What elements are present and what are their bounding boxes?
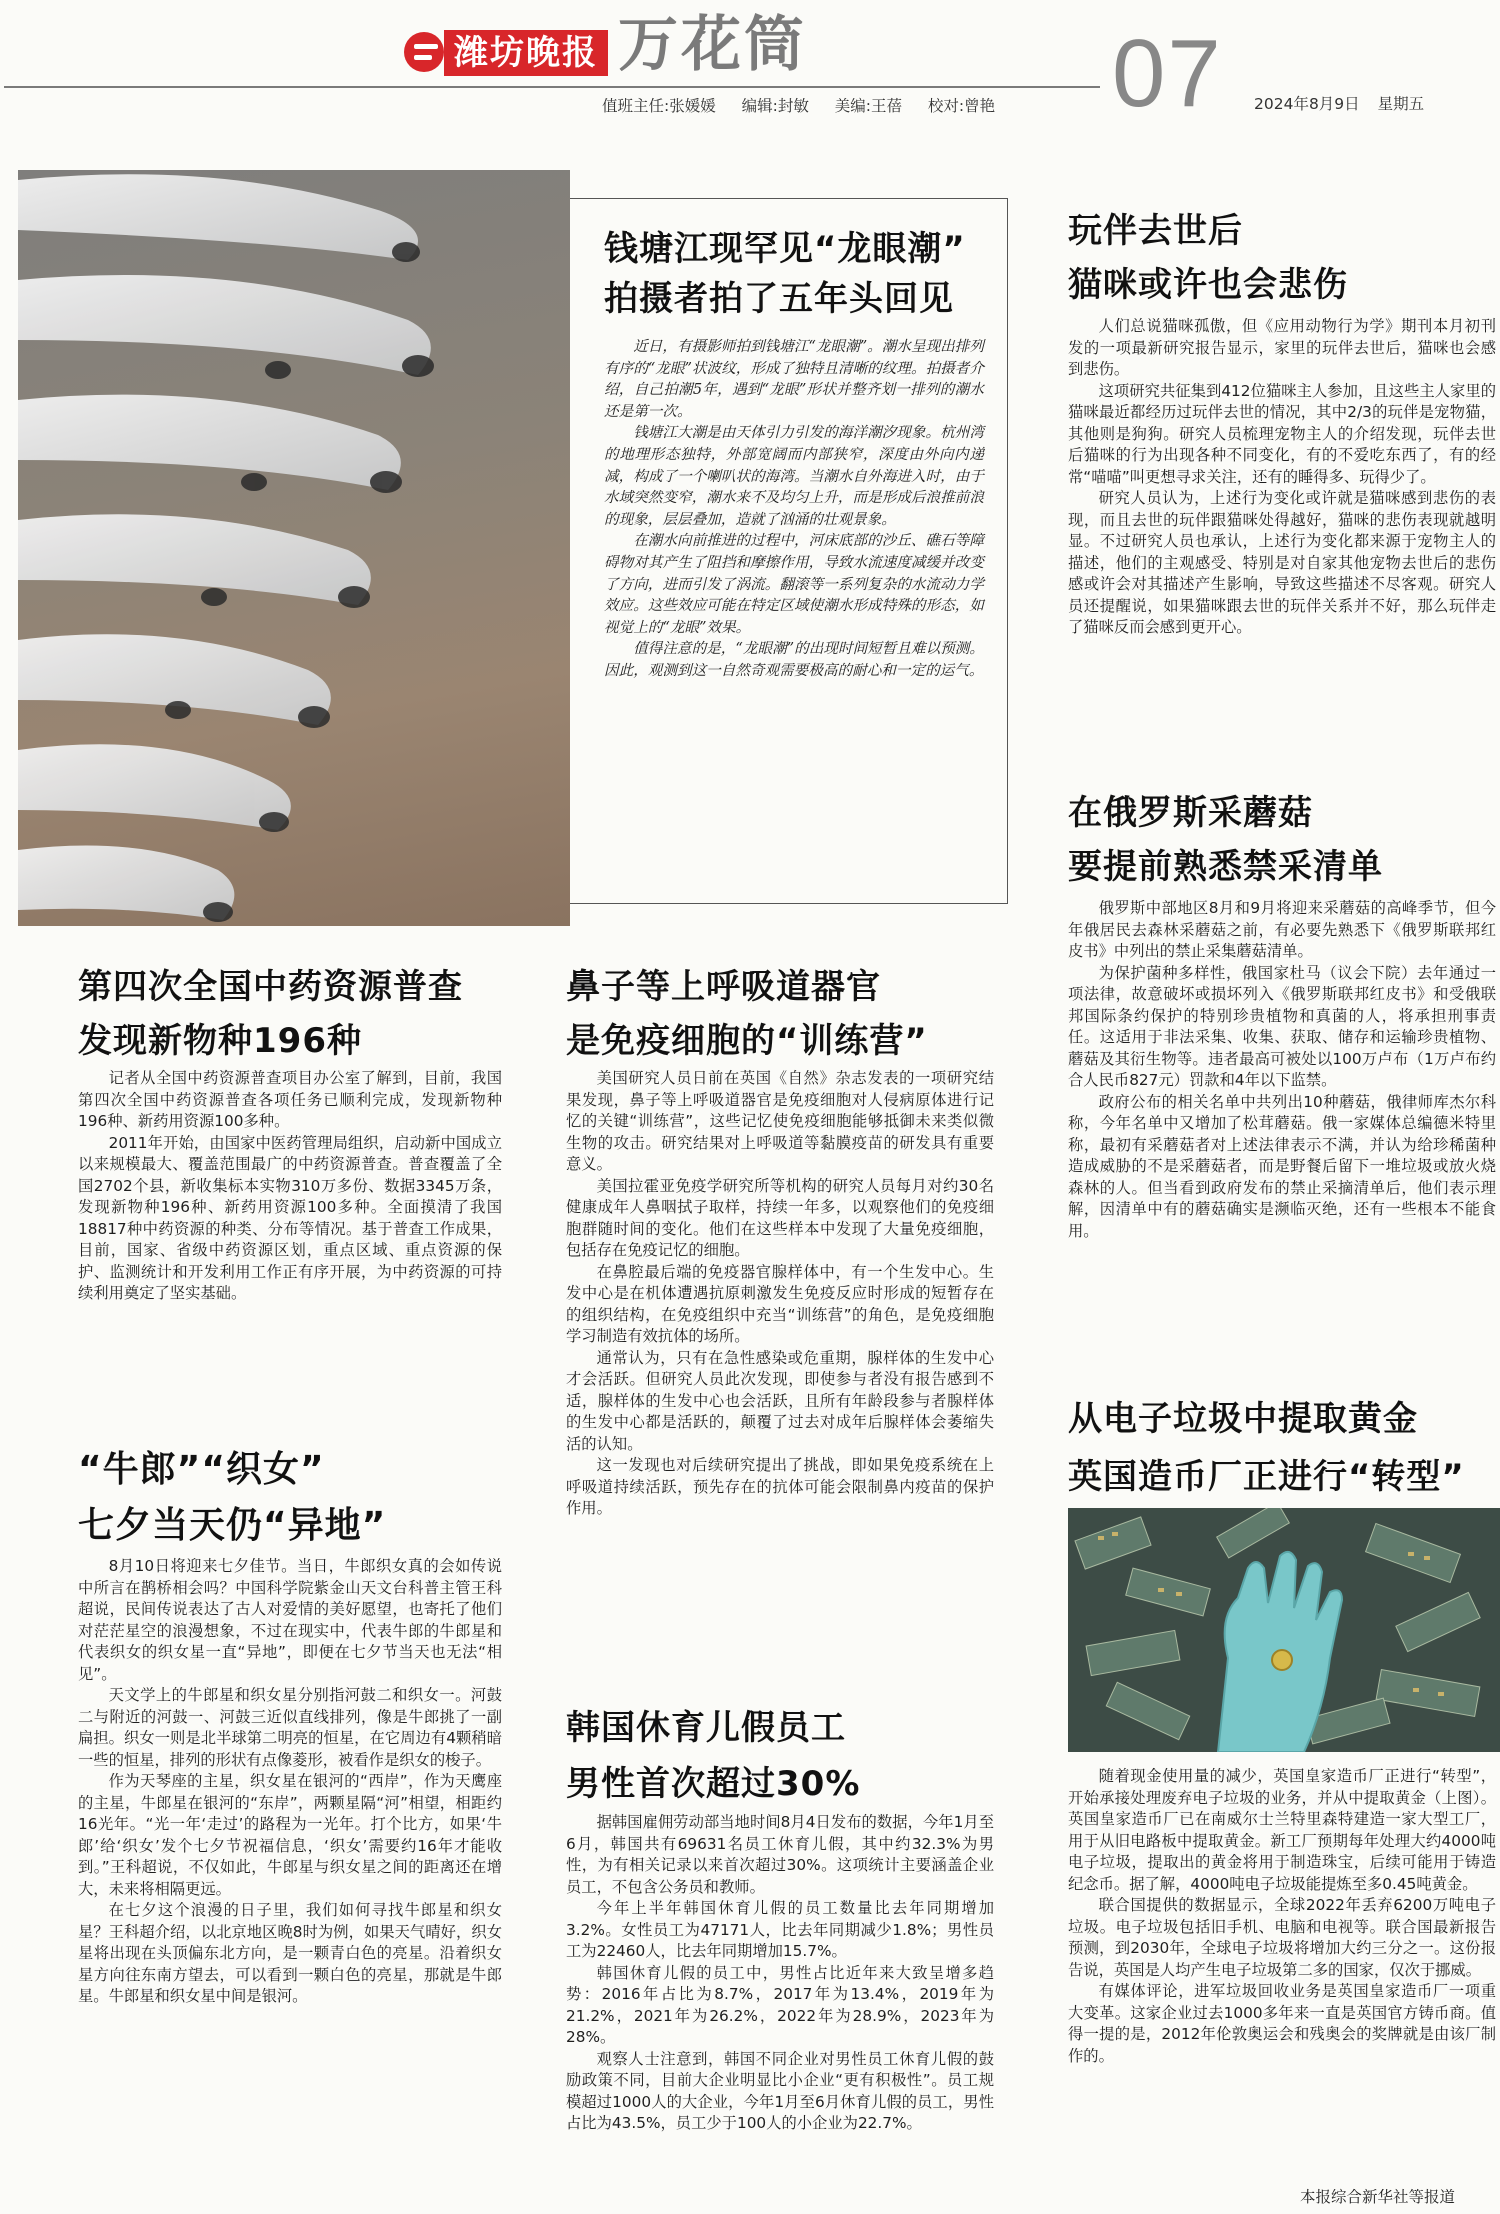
paragraph: 值得注意的是，“龙眼潮”的出现时间短暂且难以预测。因此，观测到这一自然奇观需要极高的耐心和一定的运气。: [604, 640, 984, 679]
logo-icon-mark-2: [414, 55, 432, 60]
paragraph: 通常认为，只有在急性感染或危重期，腺样体的生发中心才会活跃。但研究人员此次发现，即使参与者没有报告感到不适，腺样体的生发中心也会活跃，且所有年龄段参与者腺样体的生发中心都是活跃的，颠覆了过去对成年后腺样体会萎缩失活的认知。: [566, 1348, 994, 1453]
title-line: 英国造币厂正进行“转型”: [1068, 1457, 1465, 1497]
qixi-title: [78, 1442, 386, 1554]
paragraph: 政府公布的相关名单中共列出10种蘑菇，俄律师库杰尔科称，今年名单中又增加了松茸蘑菇。俄一家媒体总编德米特里称，最初有采蘑菇者对上述法律表示不满，并认为给珍稀菌种造成威胁的不是采蘑菇者，而是野餐后留下一堆垃圾或放火烧森林的人。但当看到政府发布的禁止采摘清单后，他们表示理解，因清单中有的蘑菇确实是濒临灭绝，还有一些根本不能食用。: [1068, 1092, 1496, 1240]
paragraph: 人们总说猫咪孤傲，但《应用动物行为学》期刊本月初刊发的一项最新研究报告显示，家里的玩伴去世后，猫咪也会感到悲伤。: [1068, 317, 1496, 378]
paragraph: 钱塘江大潮是由天体引力引发的海洋潮汐现象。杭州湾的地理形态独特，外部宽阔而内部狭窄，深度由外向内递减，构成了一个喇叭状的海湾。当潮水自外海进入时，由于水域突然变窄，潮水来不及均匀上升，而是形成后浪推前浪的现象，层层叠加，造就了汹涌的壮观景象。: [604, 424, 984, 528]
paragraph: 研究人员认为，上述行为变化或许就是猫咪感到悲伤的表现，而且去世的玩伴跟猫咪处得越好，猫咪的悲伤表现就越明显。不过研究人员也承认，上述行为变化都来源于宠物主人的描述，他们的主观感受、特别是对自家其他宠物去世后的悲伤感或许会对其描述产生影响，导致这些描述不尽客观。研究人员还提醒说，如果猫咪跟去世的玩伴关系并不好，那么玩伴走了猫咪反而会感到更开心。: [1068, 489, 1496, 636]
paragraph: 在七夕这个浪漫的日子里，我们如何寻找牛郎星和织女星？王科超介绍，以北京地区晚8时为例，如果天气晴好，织女星将出现在头顶偏东北方向，是一颗青白色的亮星。沿着织女星方向往东南方望去，可以看到一颗白色的亮星，那就是牛郎星。牛郎星和织女星中间是银河。: [78, 1901, 502, 2005]
paragraph: 在鼻腔最后端的免疫器官腺样体中，有一个生发中心。生发中心是在机体遭遇抗原刺激发生免疫反应时形成的短暂存在的组织结构，在免疫组织中充当“训练营”的角色，是免疫细胞学习制造有效抗体的场所。: [566, 1262, 994, 1345]
cat-title: [1068, 204, 1348, 312]
paragraph: 观察人士注意到，韩国不同企业对男性员工休育儿假的鼓励政策不同，目前大企业明显比小企业“更有积极性”。员工规模超过1000人的大企业，今年1月至6月休育儿假的员工，男性占比为43.5%，员工少于100人的小企业为22.7%。: [566, 2049, 994, 2132]
title-line: “牛郎”“织女”: [78, 1449, 325, 1490]
editor-name: 张媛媛: [669, 97, 716, 115]
herbs-title: [78, 960, 463, 1068]
gold-nugget-icon: [1272, 1650, 1292, 1670]
gold-body: [1068, 1766, 1496, 2067]
mushroom-body: [1068, 898, 1496, 1242]
masthead: [0, 0, 1500, 126]
editors-line: [602, 95, 995, 117]
paragraph: 随着现金使用量的减少，英国皇家造币厂正进行“转型”，开始承接处理废弃电子垃圾的业务，并从中提取黄金（上图）。英国皇家造币厂已在南威尔士兰特里森特建造一家大型工厂，用于从旧电路板中提取黄金。新工厂预期每年处理大约4000吨电子垃圾，提取出的黄金将用于制造珠宝，后续可能用于铸造纪念币。据了解，4000吨电子垃圾能提炼至多0.45吨黄金。: [1068, 1767, 1496, 1893]
paragraph: 美国拉霍亚免疫学研究所等机构的研究人员每月对约30名健康成年人鼻咽拭子取样，持续一年多，以观察他们的免疫细胞群随时间的变化。他们在这些样本中发现了大量免疫细胞，包括存在免疫记忆的细胞。: [566, 1176, 994, 1259]
editor-name: 封敏: [777, 97, 809, 115]
editor-role: 值班主任:: [602, 97, 670, 115]
qixi-body: [78, 1556, 502, 2008]
title-line: 是免疫细胞的“训练营”: [566, 1021, 928, 1061]
editor-role: 编辑:: [741, 97, 778, 115]
title-line: 七夕当天仍“异地”: [78, 1505, 387, 1546]
tide-waves-illustration: [18, 170, 570, 926]
paragraph: 为保护菌种多样性，俄国家杜马（议会下院）去年通过一项法律，故意破坏或损坏列入《俄罗斯联邦红皮书》和受俄联邦国际条约保护的特别珍贵植物和真菌的人，将承担刑事责任。这适用于非法采集、收集、获取、储存和运输珍贵植物、蘑菇及其衍生物等。违者最高可被处以100万卢布（1万卢布约合人民币827元）罚款和4年以下监禁。: [1068, 963, 1496, 1089]
editor-name: 王蓓: [870, 97, 902, 115]
paragraph: 有媒体评论，进军垃圾回收业务是英国皇家造币厂一项重大变革。这家企业过去1000多年来一直是英国官方铸币商。值得一提的是，2012年伦敦奥运会和残奥会的奖牌就是由该厂制作的。: [1068, 1982, 1496, 2065]
circuit-boards-illustration: [1068, 1508, 1500, 1752]
title-line: 发现新物种196种: [78, 1021, 362, 1061]
gold-photo: [1068, 1508, 1500, 1752]
paragraph: 韩国休育儿假的员工中，男性占比近年来大致呈增多趋势：2016年占比为8.7%，2017年为13.4%，2019年为21.2%，2021年为26.2%，2022年为28.9%，2023年为28%。: [566, 1963, 994, 2046]
title-line: 猫咪或许也会悲伤: [1068, 265, 1348, 305]
cat-body: [1068, 316, 1496, 639]
title-line: 钱塘江现罕见“龙眼潮”: [604, 229, 966, 269]
paragraph: 天文学上的牛郎星和织女星分别指河鼓二和织女一。河鼓二与附近的河鼓一、河鼓三近似直线排列，像是牛郎挑了一副扁担。织女一则是北半球第二明亮的恒星，在它周边有4颗稍暗一些的恒星，排列的形状有点像菱形，被看作是织女的梭子。: [78, 1686, 502, 1769]
title-line: 在俄罗斯采蘑菇: [1068, 793, 1313, 833]
paragraph: 俄罗斯中部地区8月和9月将迎来采蘑菇的高峰季节，但今年俄居民去森林采蘑菇之前，有必要先熟悉下《俄罗斯联邦红皮书》中列出的禁止采集蘑菇清单。: [1068, 899, 1496, 960]
paragraph: 这一发现也对后续研究提出了挑战，即如果免疫系统在上呼吸道持续活跃，预先存在的抗体可能会限制鼻内疫苗的保护作用。: [566, 1456, 994, 1517]
weekday-text: 星期五: [1377, 95, 1425, 113]
logo-icon-mark: [414, 44, 438, 49]
title-line: 玩伴去世后: [1068, 211, 1243, 251]
editor-name: 曾艳: [964, 97, 996, 115]
title-line: 鼻子等上呼吸道器官: [566, 967, 881, 1007]
paragraph: 联合国提供的数据显示，全球2022年丢弃6200万吨电子垃圾。电子垃圾包括旧手机、电脑和电视等。联合国最新报告预测，到2030年，全球电子垃圾将增加大约三分之一。这份报告说，英国是人均产生电子垃圾第二多的国家，仅次于挪威。: [1068, 1896, 1496, 1979]
nose-title: [566, 960, 928, 1068]
date-text: 2024年8月9日: [1254, 95, 1360, 113]
section-title: 万花筒: [618, 10, 807, 80]
page-number: 07: [1112, 20, 1223, 127]
korea-title: [566, 1700, 860, 1812]
korea-body: [566, 1812, 994, 2135]
paragraph: 作为天琴座的主星，织女星在银河的“西岸”，作为天鹰座的主星，牛郎星在银河的“东岸”，两颗星隔“河”相望，相距约16光年。“光一年‘走过’的路程为一光年。打个比方，如果‘牛郎’给‘织女’发个七夕节祝福信息，‘织女’需要约16年才能收到。”王科超说，不仅如此，牛郎星与织女星之间的距离还在增大，未来将相隔更远。: [78, 1772, 502, 1898]
paragraph: 2011年开始，由国家中医药管理局组织，启动新中国成立以来规模最大、覆盖范围最广的中药资源普查。普查覆盖了全国2702个县，新收集标本实物310万多份、数据3345万条，发现新物种196种、新药用资源100多种。全面摸清了我国18817种中药资源的种类、分布等情况。基于普查工作成果，目前，国家、省级中药资源区划，重点区域、重点资源的保护、监测统计和开发利用工作正有序开展，为中药资源的可持续利用奠定了坚实基础。: [78, 1133, 502, 1302]
credit-line: 本报综合新华社等报道: [1300, 2188, 1456, 2206]
tide-photo: [18, 170, 570, 926]
tide-body: [604, 336, 984, 682]
tide-title: [604, 224, 966, 324]
logo-icon: [404, 32, 444, 72]
issue-date: [1254, 93, 1424, 115]
nose-body: [566, 1068, 994, 1520]
paragraph: 今年上半年韩国休育儿假的员工数量比去年同期增加3.2%。女性员工为47171人，比去年同期减少1.8%；男性员工为22460人，比去年同期增加15.7%。: [566, 1899, 994, 1960]
paragraph: 近日，有摄影师拍到钱塘江“龙眼潮”。潮水呈现出排列有序的“龙眼”状波纹，形成了独特且清晰的纹理。拍摄者介绍，自己拍潮5年，遇到“龙眼”形状并整齐划一排列的潮水还是第一次。: [604, 338, 984, 420]
title-line: 拍摄者拍了五年头回见: [604, 279, 954, 319]
paragraph: 美国研究人员日前在英国《自然》杂志发表的一项研究结果发现，鼻子等上呼吸道器官是免疫细胞对人侵病原体进行记忆的关键“训练营”，这些记忆使免疫细胞能够抵御未来类似微生物的攻击。研究结果对上呼吸道等黏膜疫苗的研发具有重要意义。: [566, 1069, 994, 1173]
paragraph: 8月10日将迎来七夕佳节。当日，牛郎织女真的会如传说中所言在鹊桥相会吗？中国科学院紫金山天文台科普主管王科超说，民间传说表达了古人对爱情的美好愿望，也寄托了他们对茫茫星空的浪漫想象，不过在现实中，代表牛郎的牛郎星和代表织女的织女星一直“异地”，即便在七夕节当天也无法“相见”。: [78, 1557, 502, 1683]
herbs-body: [78, 1068, 502, 1305]
editor-role: 校对:: [927, 97, 965, 115]
paragraph: 在潮水向前推进的过程中，河床底部的沙丘、礁石等障碍物对其产生了阻挡和摩擦作用，导致水流速度减缓并改变了方向，进而引发了涡流。翻滚等一系列复杂的水流动力学效应。这些效应可能在特定区域使潮水形成特殊的形态，如视觉上的“龙眼”效果。: [604, 532, 984, 636]
paragraph: 据韩国雇佣劳动部当地时间8月4日发布的数据，今年1月至6月，韩国共有69631名员工休育儿假，其中约32.3%为男性，为有相关记录以来首次超过30%。这项统计主要涵盖企业员工，不包含公务员和教师。: [566, 1813, 994, 1896]
paragraph: 这项研究共征集到412位猫咪主人参加，且这些主人家里的猫咪最近都经历过玩伴去世的情况，其中2/3的玩伴是宠物猫，其他则是狗狗。研究人员梳理宠物主人的介绍发现，玩伴去世后猫咪的行为出现各种不同变化，有的不爱吃东西了，有的经常“喵喵”叫更想寻求关注，还有的睡得多、玩得少了。: [1068, 381, 1496, 486]
title-line: 从电子垃圾中提取黄金: [1068, 1399, 1418, 1439]
paragraph: 记者从全国中药资源普查项目办公室了解到，目前，我国第四次全国中药资源普查各项任务已顺利完成，发现新物种196种、新药用资源100多种。: [78, 1069, 502, 1130]
logo-text: 潍坊晚报: [454, 33, 598, 73]
title-line: 第四次全国中药资源普查: [78, 967, 463, 1007]
editor-role: 美编:: [834, 97, 871, 115]
title-line: 要提前熟悉禁采清单: [1068, 847, 1383, 887]
masthead-rule: [4, 86, 1100, 88]
title-line: 韩国休育儿假员工: [566, 1708, 846, 1748]
gold-title: [1068, 1390, 1465, 1506]
title-line: 男性首次超过30%: [566, 1764, 861, 1804]
mushroom-title: [1068, 786, 1383, 894]
